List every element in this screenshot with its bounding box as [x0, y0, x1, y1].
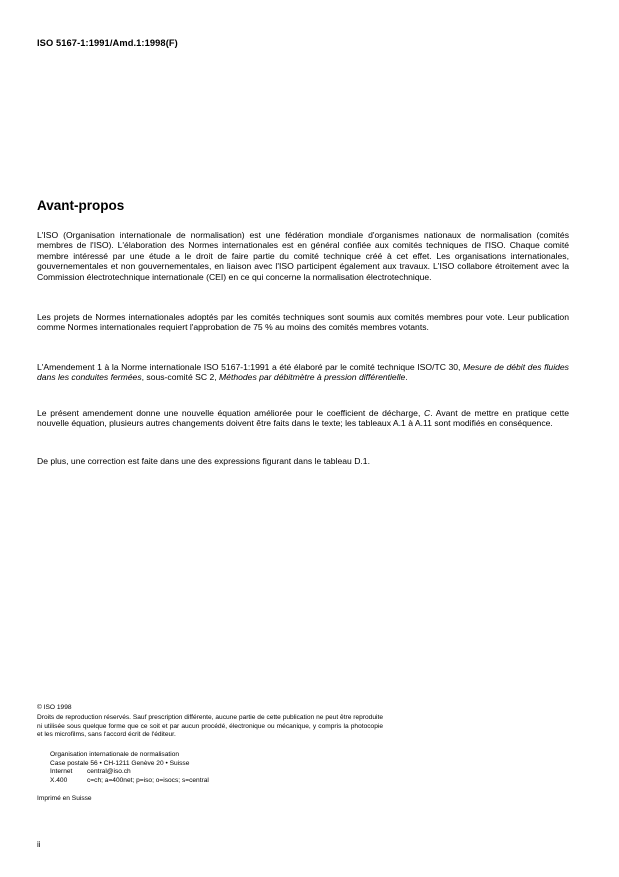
internet-label: Internet — [50, 768, 73, 776]
organisation-name: Organisation internationale de normalisation — [50, 751, 180, 758]
postal-address: Case postale 56 • CH-1211 Genève 20 • Suisse — [50, 759, 190, 767]
paragraph-amendment — [37, 362, 569, 383]
page-number: ii — [37, 840, 41, 849]
equation-text-2: . Avant de mettre en pratique cette nouvelle équation, plusieurs autres changements doivent être faits dans le texte; les tableaux A.1 à A.11 sont modifiés en conséquence. — [37, 408, 570, 429]
x400-line — [50, 777, 209, 786]
copyright-line: © ISO 1998 — [37, 704, 72, 711]
paragraph-voting: Les projets de Normes internationales adoptés par les comités techniques sont soumis aux comités membres pour vote. Leur publication comme Normes internationales requiert l'approbation de 75 % au moins des comités membres votants. — [37, 312, 569, 333]
amendment-text-2: , sous-comité SC 2, — [141, 372, 219, 383]
x400-address: c=ch; a=400net; p=iso; o=isocs; s=central — [87, 776, 209, 784]
section-title: Avant-propos — [37, 198, 125, 213]
document-reference: ISO 5167-1:1991/Amd.1:1998(F) — [37, 38, 178, 48]
paragraph-correction: De plus, une correction est faite dans une des expressions figurant dans le tableau D.1. — [37, 456, 370, 466]
paragraph-iso-intro: L'ISO (Organisation internationale de normalisation) est une fédération mondiale d'organismes nationaux de normalisation (comités membres de l'ISO). L'élaboration des Normes internationales est en général confiée aux comités techniques de l'ISO. Chaque comité membre intéressé par une étude a le droit de faire partie du comité technique créé à cet effet. Les organisations internationales, gouvernementales et non gouvernementales, en liaison avec l'ISO participent également aux travaux. L'ISO collabore étroitement avec la Commission électrotechnique internationale (CEI) en ce qui concerne la normalisation électrotechnique. — [37, 230, 569, 282]
x400-label: X.400 — [50, 776, 68, 784]
copyright-notice: Droits de reproduction réservés. Sauf prescription différente, aucune partie de cette publication ne peut être reproduite ni utilisée sous quelque forme que ce soit et par aucun procédé, électronique ou mécanique, y compris la photocopie et les microfilms, sans l'accord écrit de l'éditeur. — [37, 714, 383, 739]
internet-line — [50, 768, 209, 777]
internet-address: central@iso.ch — [87, 768, 131, 776]
coefficient-symbol: C — [424, 408, 431, 418]
equation-text: Le présent amendement donne une nouvelle équation améliorée pour le coefficient de décharge, — [37, 408, 424, 418]
publisher-address — [50, 751, 209, 785]
paragraph-new-equation — [37, 408, 569, 429]
committee-title: Mesure de débit des fluides dans les conduites fermées — [37, 362, 569, 383]
subcommittee-title: Méthodes par débitmètre à pression différentielle — [219, 372, 406, 383]
amendment-text-3: . — [405, 372, 408, 383]
amendment-text: L'Amendement 1 à la Norme internationale ISO 5167-1:1991 a été élaboré par le comité technique ISO/TC 30, — [37, 362, 464, 372]
printed-in: Imprimé en Suisse — [37, 795, 92, 802]
